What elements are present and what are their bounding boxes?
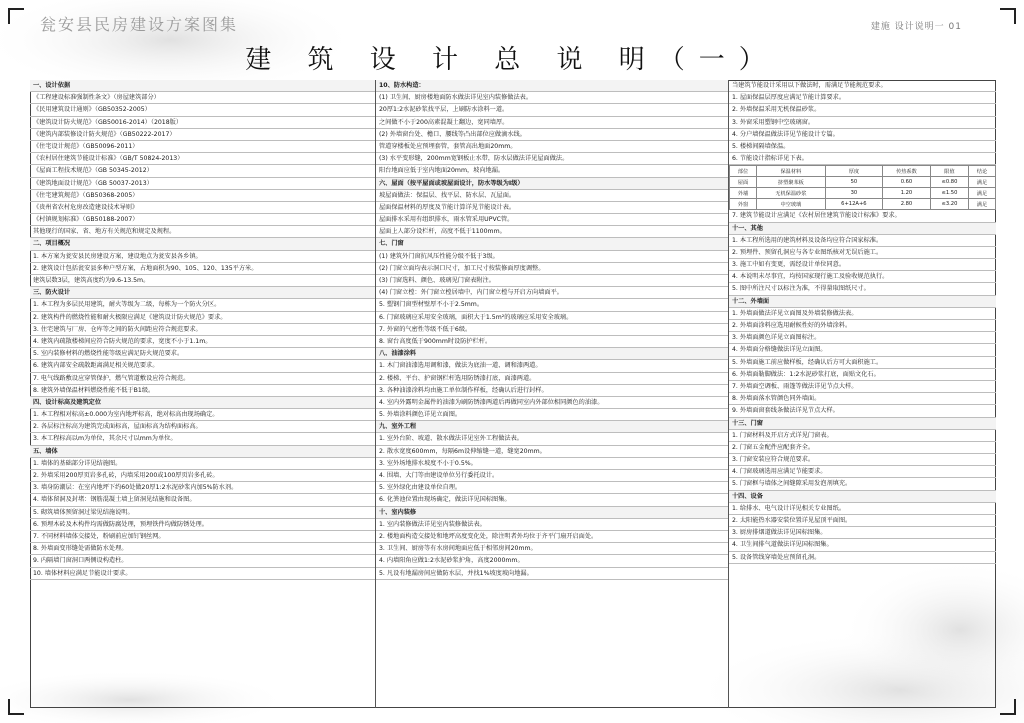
spec-line: 6. 外墙面勒脚做法：1:2水泥砂浆打底，面贴文化石。 bbox=[729, 369, 996, 381]
spec-line: 《农村居住建筑节能设计标准》（GB/T 50824-2013） bbox=[30, 153, 375, 165]
spec-line: 5. 室外绿化由建设单位自理。 bbox=[376, 482, 728, 494]
spec-line: 4. 卫生间排气道做法详见国标图集。 bbox=[729, 539, 996, 551]
spec-line: 3. 卫生间、厨房等有水房间地面应低于相邻房间20mm。 bbox=[376, 543, 728, 555]
section-heading: 八、油漆涂料 bbox=[376, 348, 728, 360]
table-cell: 部位 bbox=[730, 166, 757, 177]
spec-line: 8. 建筑外墙保温材料燃烧性能不低于B1级。 bbox=[30, 385, 375, 397]
spec-line: 5. 塑钢门窗型材壁厚不小于2.5mm。 bbox=[376, 299, 728, 311]
spec-line: 4. 围墙、大门等由建设单位另行委托设计。 bbox=[376, 470, 728, 482]
table-cell: 保温材料 bbox=[756, 166, 825, 177]
spec-line: 之间做不小于200高素混凝土翻边，宽同墙厚。 bbox=[376, 117, 728, 129]
spec-line: 坡屋面做法：保温层、找平层、防水层、瓦屋面。 bbox=[376, 190, 728, 202]
spec-line: 20厚1:2水泥砂浆找平层，上刷防水涂料一道。 bbox=[376, 104, 728, 116]
section-heading: 十、室内装修 bbox=[376, 507, 728, 519]
spec-line: 6. 门窗玻璃应采用安全玻璃，面积大于1.5m²的玻璃应采用安全玻璃。 bbox=[376, 312, 728, 324]
spec-line: (1) 建筑外门窗抗风压性能分级不低于3级。 bbox=[376, 251, 728, 263]
spec-line: 3. 室外场地排水坡度不小于0.5%。 bbox=[376, 458, 728, 470]
spec-line: 3. 墙身防潮层：在室内地坪下约60处做20厚1:2水泥砂浆内加5%防水剂。 bbox=[30, 482, 375, 494]
spec-line: 1. 室内装修做法详见室内装修做法表。 bbox=[376, 519, 728, 531]
spec-line: 3. 各种油漆涂料均由施工单位制作样板，经确认后进行封样。 bbox=[376, 385, 728, 397]
table-cell: 外窗 bbox=[730, 199, 757, 210]
spec-line: (4) 门窗立樘：外门窗立樘居墙中，内门窗立樘与开启方向墙面平。 bbox=[376, 287, 728, 299]
spec-line: 屋面排水采用有组织排水，雨水管采用UPVC管。 bbox=[376, 214, 728, 226]
section-heading: 九、室外工程 bbox=[376, 421, 728, 433]
spec-line: 2. 外墙采用200厚页岩多孔砖，内墙采用200或100厚页岩多孔砖。 bbox=[30, 470, 375, 482]
spec-line: 8. 外墙面落水管颜色同外墙面。 bbox=[729, 393, 996, 405]
section-heading: 四、设计标高及建筑定位 bbox=[30, 397, 375, 409]
section-heading: 二、项目概况 bbox=[30, 238, 375, 250]
spec-line: 《建筑地面设计规范》（GB 50037-2013） bbox=[30, 178, 375, 190]
series-title: 瓮安县民房建设方案图集 bbox=[40, 15, 239, 34]
spec-line: 1. 门窗材料及开启方式详见门窗表。 bbox=[729, 430, 996, 442]
spec-line: 2. 太阳能热水器安装位置详见屋顶平面图。 bbox=[729, 515, 996, 527]
section-heading: 十三、门窗 bbox=[729, 418, 996, 430]
spec-line: 《住宅设计规范》（GB50096-2011） bbox=[30, 141, 375, 153]
spec-line: 6. 预埋木砖及木构件均需做防腐处理，预埋铁件均做防锈处理。 bbox=[30, 519, 375, 531]
spec-line: (2) 外墙窗台处、檐口、腰线等凸出部位应做滴水线。 bbox=[376, 129, 728, 141]
spec-line: 《村镇规划标准》（GB50188-2007） bbox=[30, 214, 375, 226]
table-cell: 挤塑聚苯板 bbox=[756, 177, 825, 188]
spec-line: 5. 外墙面施工前应做样板，经确认后方可大面积施工。 bbox=[729, 357, 996, 369]
spec-line: 3. 外窗采用塑钢中空玻璃窗。 bbox=[729, 117, 996, 129]
spec-line: 5. 外墙涂料颜色详见立面图。 bbox=[376, 409, 728, 421]
spec-line: 1. 墙体的基础部分详见结施图。 bbox=[30, 458, 375, 470]
spec-line: 5. 图中所注尺寸以标注为准，不得量取图纸尺寸。 bbox=[729, 283, 996, 295]
spec-line: 9. 外墙面窗套线条做法详见节点大样。 bbox=[729, 405, 996, 417]
table-cell: 厚度 bbox=[825, 166, 882, 177]
spec-line: 8. 窗台高度低于900mm时设防护栏杆。 bbox=[376, 336, 728, 348]
spec-line: 屋面保温材料的厚度及节能计算详见节能设计表。 bbox=[376, 202, 728, 214]
table-cell: ≤1.50 bbox=[930, 188, 968, 199]
spec-line: 5. 设备管线穿墙处应预留孔洞。 bbox=[729, 552, 996, 564]
spec-line: 5. 砌筑墙体预留洞过梁见结施说明。 bbox=[30, 507, 375, 519]
table-cell: 传热系数 bbox=[883, 166, 931, 177]
table-cell: 结论 bbox=[968, 166, 995, 177]
spec-line: 2. 散水宽度600mm，每隔6m设伸缩缝一道，缝宽20mm。 bbox=[376, 446, 728, 458]
spec-line: 《贵州省农村危房改造建设技术导则》 bbox=[30, 202, 375, 214]
spec-line: 2. 预埋件、预留孔洞应与各专业图纸核对无误后施工。 bbox=[729, 247, 996, 259]
table-cell: 无机保温砂浆 bbox=[756, 188, 825, 199]
spec-line: 《建筑设计防火规范》（GB50016-2014）（2018版） bbox=[30, 117, 375, 129]
sheet-id: 建施 设计说明一 01 bbox=[870, 22, 962, 32]
spec-line: 7. 电气线路敷设应穿管保护，燃气管道敷设应符合规范。 bbox=[30, 373, 375, 385]
table-cell: 满足 bbox=[968, 199, 995, 210]
spec-line: 5. 凡设有地漏房间应做防水层，并找1%坡度坡向地漏。 bbox=[376, 568, 728, 580]
spec-line: 4. 门窗玻璃选用应满足节能要求。 bbox=[729, 466, 996, 478]
section-heading: 10、防水构造： bbox=[376, 80, 728, 92]
table-cell: 1.20 bbox=[883, 188, 931, 199]
spec-line: 2. 各层标注标高为建筑完成面标高，屋面标高为结构面标高。 bbox=[30, 421, 375, 433]
spec-line: 《工程建设标准强制性条文》（房屋建筑部分） bbox=[30, 92, 375, 104]
spec-line: 管道穿楼板处应预埋套管，套管高出地面20mm。 bbox=[376, 141, 728, 153]
spec-line: 1. 木门窗油漆选用调和漆，做法为底油一道、调和漆两道。 bbox=[376, 360, 728, 372]
table-row bbox=[730, 199, 996, 210]
corner-mark-bottom-right bbox=[1000, 699, 1016, 715]
spec-line: 3. 厨房排烟道做法详见国标图集。 bbox=[729, 527, 996, 539]
spec-line: 2. 楼地面构造交接处和地坪高度变化处，除注明者外均位于齐平门扇开启面处。 bbox=[376, 531, 728, 543]
table-cell: 屋面 bbox=[730, 177, 757, 188]
table-cell: 0.60 bbox=[883, 177, 931, 188]
spec-line: (3) 水平变形缝，200mm宽钢板止水带，防水层做法详见屋面做法。 bbox=[376, 153, 728, 165]
spec-line: 4. 分户墙保温做法详见节能设计专篇。 bbox=[729, 129, 996, 141]
energy-table bbox=[729, 165, 996, 210]
column-middle bbox=[376, 80, 729, 708]
spec-line: 2. 外墙面涂料应选用耐候性好的外墙涂料。 bbox=[729, 320, 996, 332]
section-heading: 十四、设备 bbox=[729, 491, 996, 503]
spec-line: 5. 楼梯间隔墙保温。 bbox=[729, 141, 996, 153]
spec-line: 7. 外墙面空调板、雨篷等做法详见节点大样。 bbox=[729, 381, 996, 393]
corner-mark-top-right bbox=[1000, 8, 1016, 24]
spec-line: 1. 本工程所选用的建筑材料及设备均应符合国家标准。 bbox=[729, 235, 996, 247]
table-cell: 50 bbox=[825, 177, 882, 188]
spec-line: 4. 内墙阳角应做1:2水泥砂浆护角，高度2000mm。 bbox=[376, 555, 728, 567]
spec-line: 1. 本方案为瓮安县民房建设方案，建设地点为瓮安县各乡镇。 bbox=[30, 251, 375, 263]
spec-line: 5. 室内装修材料的燃烧性能等级应满足防火规范要求。 bbox=[30, 348, 375, 360]
spec-line: 9. 内隔墙门窗洞口两侧设构造柱。 bbox=[30, 555, 375, 567]
spec-line: 3. 本工程标高以m为单位，其余尺寸以mm为单位。 bbox=[30, 433, 375, 445]
table-cell: 6+12A+6 bbox=[825, 199, 882, 210]
spec-line: 4. 墙体留洞及封堵：钢筋混凝土墙上留洞见结施和设备图。 bbox=[30, 494, 375, 506]
section-heading: 十一、其他 bbox=[729, 223, 996, 235]
spec-line: 《住宅建筑规范》（GB50368-2005） bbox=[30, 190, 375, 202]
column-left bbox=[30, 80, 376, 708]
spec-line: 2. 楼梯、平台、护窗钢栏杆选用防锈漆打底，面漆两道。 bbox=[376, 373, 728, 385]
section-heading: 一、设计依据 bbox=[30, 80, 375, 92]
spec-line: 屋面上人部分设栏杆，高度不低于1100mm。 bbox=[376, 226, 728, 238]
spec-line: 1. 外墙面做法详见立面图及外墙装修做法表。 bbox=[729, 308, 996, 320]
spec-line: (3) 门窗选料、颜色、玻璃见门窗表附注。 bbox=[376, 275, 728, 287]
section-heading: 三、防火设计 bbox=[30, 287, 375, 299]
spec-line: 3. 住宅建筑与厂房、仓库等之间的防火间距应符合规范要求。 bbox=[30, 324, 375, 336]
spec-line: 7. 不同材料墙体交接处，粉刷前应加钉钢丝网。 bbox=[30, 531, 375, 543]
spec-line: 当建筑节能设计采用以下做法时，需满足节能规范要求。 bbox=[729, 80, 996, 92]
spec-line: (2) 门窗立面均表示洞口尺寸，加工尺寸按装修面厚度调整。 bbox=[376, 263, 728, 275]
spec-line: 4. 外墙面分格缝做法详见立面图。 bbox=[729, 344, 996, 356]
table-cell: ≤0.80 bbox=[930, 177, 968, 188]
table-row bbox=[730, 166, 996, 177]
corner-mark-top-left bbox=[8, 8, 24, 24]
spec-line: 1. 屋面保温层厚度应满足节能计算要求。 bbox=[729, 92, 996, 104]
table-row bbox=[730, 188, 996, 199]
spec-line: 4. 室内外露明金属件的油漆为刷防锈漆两道后再做同室内外部位相同颜色的油漆。 bbox=[376, 397, 728, 409]
table-cell: 2.80 bbox=[883, 199, 931, 210]
spec-line: 5. 门窗框与墙体之间缝隙采用发泡剂填充。 bbox=[729, 478, 996, 490]
spec-line: 4. 本说明未尽事宜，均按国家现行施工及验收规范执行。 bbox=[729, 271, 996, 283]
table-cell: 满足 bbox=[968, 177, 995, 188]
page-title: 建 筑 设 计 总 说 明（一） bbox=[245, 45, 779, 75]
section-heading: 五、墙体 bbox=[30, 446, 375, 458]
spec-line: 2. 建筑构件的燃烧性能和耐火极限应满足《建筑设计防火规范》要求。 bbox=[30, 312, 375, 324]
spec-line: 2. 建筑设计包括瓮安县多种户型方案，占地面积为90、105、120、135平方米。 bbox=[30, 263, 375, 275]
table-cell: 中空玻璃 bbox=[756, 199, 825, 210]
spec-line: 6. 节能设计指标详见下表。 bbox=[729, 153, 996, 165]
table-row bbox=[730, 177, 996, 188]
spec-line: 其他现行的国家、省、地方有关规范和规定及规程。 bbox=[30, 226, 375, 238]
table-cell: 30 bbox=[825, 188, 882, 199]
corner-mark-bottom-left bbox=[8, 699, 24, 715]
spec-line: 《屋面工程技术规范》（GB 50345-2012） bbox=[30, 165, 375, 177]
spec-line: 8. 外墙面变形缝处需做防水处理。 bbox=[30, 543, 375, 555]
spec-line: 7. 建筑节能设计应满足《农村居住建筑节能设计标准》要求。 bbox=[729, 210, 996, 222]
section-heading: 十二、外墙面 bbox=[729, 296, 996, 308]
section-heading: 六、屋面（按平屋面或坡屋面设计，防水等级为I级） bbox=[376, 178, 728, 190]
spec-line: 3. 外墙面颜色详见立面图标注。 bbox=[729, 332, 996, 344]
table-cell: 外墙 bbox=[730, 188, 757, 199]
spec-line: 1. 本工程为多层民用建筑，耐火等级为二级，每栋为一个防火分区。 bbox=[30, 299, 375, 311]
section-heading: 七、门窗 bbox=[376, 238, 728, 250]
spec-line: 建筑层数3层，建筑高度约为9.6-13.5m。 bbox=[30, 275, 375, 287]
spec-line: 《建筑内部装修设计防火规范》（GB50222-2017） bbox=[30, 129, 375, 141]
spec-line: 4. 建筑内疏散楼梯间应符合防火规范的要求，宽度不小于1.1m。 bbox=[30, 336, 375, 348]
spec-line: 6. 建筑内部安全疏散距离满足相关规范要求。 bbox=[30, 360, 375, 372]
spec-line: 1. 给排水、电气设计详见相关专业图纸。 bbox=[729, 503, 996, 515]
spec-line: 3. 施工中如有变更，需经设计单位同意。 bbox=[729, 259, 996, 271]
spec-line: 《民用建筑设计通则》（GB50352-2005） bbox=[30, 104, 375, 116]
spec-line: 阳台地面应低于室内地面20mm，坡向地漏。 bbox=[376, 165, 728, 177]
table-cell: 限值 bbox=[930, 166, 968, 177]
table-cell: 满足 bbox=[968, 188, 995, 199]
spec-line: 6. 化粪池位置由现场确定，做法详见国标图集。 bbox=[376, 494, 728, 506]
table-cell: ≤3.20 bbox=[930, 199, 968, 210]
spec-line: 7. 外窗的气密性等级不低于6级。 bbox=[376, 324, 728, 336]
spec-line: 1. 本工程相对标高±0.000为室内地坪标高，绝对标高由现场确定。 bbox=[30, 409, 375, 421]
spec-line: 2. 门窗五金配件应配套齐全。 bbox=[729, 442, 996, 454]
spec-line: 2. 外墙保温采用无机保温砂浆。 bbox=[729, 104, 996, 116]
spec-line: 10. 墙体材料应满足节能设计要求。 bbox=[30, 568, 375, 580]
spec-line: 3. 门窗安装应符合规范要求。 bbox=[729, 454, 996, 466]
spec-line: (1) 卫生间、厨房楼地面防水做法详见室内装修做法表。 bbox=[376, 92, 728, 104]
spec-line: 1. 室外台阶、坡道、散水做法详见室外工程做法表。 bbox=[376, 433, 728, 445]
column-right bbox=[729, 80, 996, 708]
